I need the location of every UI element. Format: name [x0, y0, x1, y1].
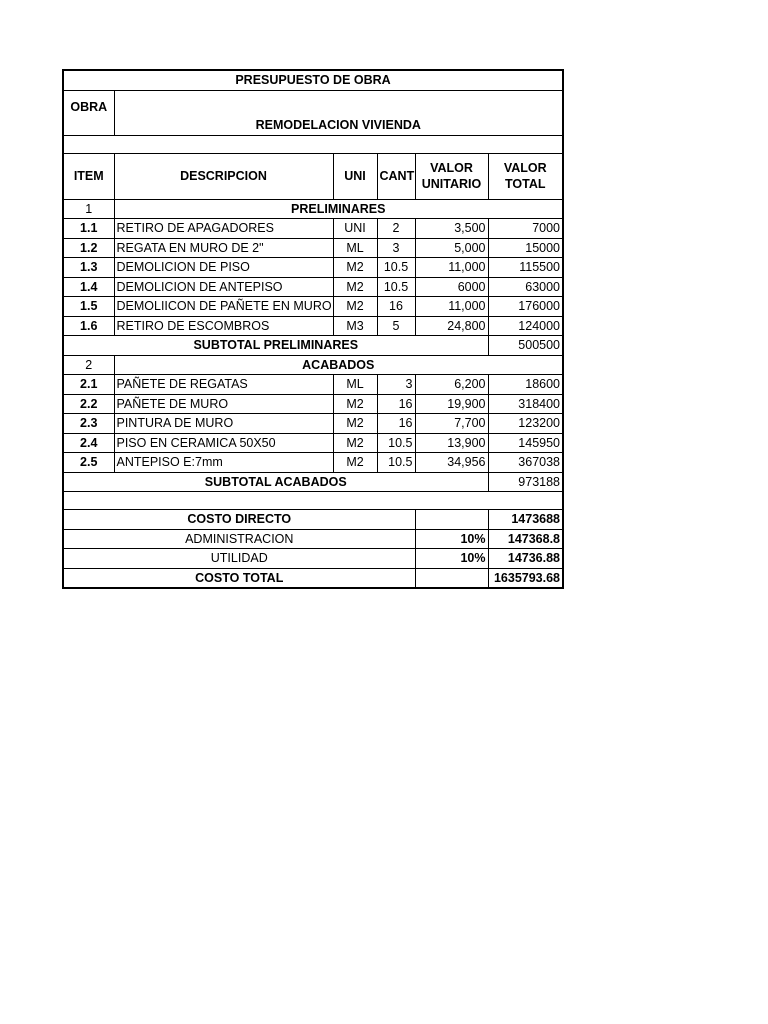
summary-pct: 10%	[415, 529, 488, 549]
row-quantity: 3	[377, 238, 415, 258]
header-valor-total: VALOR TOTAL	[488, 153, 563, 199]
row-item: 1.3	[63, 258, 114, 278]
row-quantity: 3	[377, 375, 415, 395]
row-unit: M2	[333, 277, 377, 297]
row-description: RETIRO DE ESCOMBROS	[114, 316, 333, 336]
subtotal-row	[63, 472, 563, 492]
row-item: 1.2	[63, 238, 114, 258]
row-unit: M2	[333, 297, 377, 317]
row-unit: UNI	[333, 219, 377, 239]
row-item: 1.5	[63, 297, 114, 317]
row-unit-value: 13,900	[415, 433, 488, 453]
row-item: 1.4	[63, 277, 114, 297]
subtotal-value: 500500	[488, 336, 563, 356]
row-quantity: 10.5	[377, 277, 415, 297]
row-unit-value: 7,700	[415, 414, 488, 434]
row-item: 2.5	[63, 453, 114, 473]
row-item: 2.1	[63, 375, 114, 395]
row-unit: ML	[333, 375, 377, 395]
header-valor-unitario: VALOR UNITARIO	[415, 153, 488, 199]
row-unit-value: 11,000	[415, 258, 488, 278]
row-description: ANTEPISO E:7mm	[114, 453, 333, 473]
row-unit: M2	[333, 394, 377, 414]
obra-label: OBRA	[63, 90, 114, 135]
header-item: ITEM	[63, 153, 114, 199]
row-total-value: 18600	[488, 375, 563, 395]
row-total-value: 124000	[488, 316, 563, 336]
row-unit-value: 6,200	[415, 375, 488, 395]
table-title: PRESUPUESTO DE OBRA	[63, 70, 563, 90]
row-description: PAÑETE DE REGATAS	[114, 375, 333, 395]
row-description: RETIRO DE APAGADORES	[114, 219, 333, 239]
subtotal-value: 973188	[488, 472, 563, 492]
summary-row-administracion	[63, 529, 563, 549]
table-row	[63, 433, 563, 453]
summary-label: ADMINISTRACION	[63, 529, 415, 549]
row-item: 2.2	[63, 394, 114, 414]
row-quantity: 10.5	[377, 453, 415, 473]
row-unit-value: 24,800	[415, 316, 488, 336]
row-description: REGATA EN MURO DE 2"	[114, 238, 333, 258]
spacer-row	[63, 135, 563, 153]
summary-pct	[415, 510, 488, 530]
summary-value: 147368.8	[488, 529, 563, 549]
summary-value: 1635793.68	[488, 568, 563, 588]
summary-label: UTILIDAD	[63, 549, 415, 569]
section-name: ACABADOS	[114, 355, 563, 375]
title-row	[63, 70, 563, 90]
summary-pct	[415, 568, 488, 588]
row-description: PAÑETE DE MURO	[114, 394, 333, 414]
summary-row-costo-directo	[63, 510, 563, 530]
row-description: PISO EN CERAMICA 50X50	[114, 433, 333, 453]
summary-row-utilidad	[63, 549, 563, 569]
table-row	[63, 316, 563, 336]
row-total-value: 367038	[488, 453, 563, 473]
row-description: DEMOLICION DE PISO	[114, 258, 333, 278]
row-unit-value: 6000	[415, 277, 488, 297]
row-total-value: 15000	[488, 238, 563, 258]
table-row	[63, 219, 563, 239]
row-item: 1.6	[63, 316, 114, 336]
row-item: 2.3	[63, 414, 114, 434]
table-row	[63, 414, 563, 434]
section-header-row	[63, 355, 563, 375]
row-quantity: 16	[377, 414, 415, 434]
row-quantity: 2	[377, 219, 415, 239]
summary-row-costo-total	[63, 568, 563, 588]
row-total-value: 123200	[488, 414, 563, 434]
row-quantity: 16	[377, 297, 415, 317]
row-unit: M2	[333, 453, 377, 473]
row-total-value: 318400	[488, 394, 563, 414]
row-unit: M2	[333, 414, 377, 434]
section-header-row	[63, 199, 563, 219]
budget-table	[62, 69, 564, 589]
obra-row	[63, 90, 563, 135]
row-unit: M2	[333, 258, 377, 278]
summary-label: COSTO TOTAL	[63, 568, 415, 588]
subtotal-label: SUBTOTAL PRELIMINARES	[63, 336, 488, 356]
spacer-row	[63, 492, 563, 510]
table-row	[63, 297, 563, 317]
row-description: DEMOLIICON DE PAÑETE EN MURO	[114, 297, 333, 317]
row-description: PINTURA DE MURO	[114, 414, 333, 434]
table-row	[63, 453, 563, 473]
row-unit-value: 3,500	[415, 219, 488, 239]
subtotal-label: SUBTOTAL ACABADOS	[63, 472, 488, 492]
section-name: PRELIMINARES	[114, 199, 563, 219]
table-row	[63, 375, 563, 395]
summary-value: 14736.88	[488, 549, 563, 569]
header-descripcion: DESCRIPCION	[114, 153, 333, 199]
header-row	[63, 153, 563, 199]
table-row	[63, 394, 563, 414]
header-uni: UNI	[333, 153, 377, 199]
row-quantity: 10.5	[377, 258, 415, 278]
row-unit: ML	[333, 238, 377, 258]
row-total-value: 145950	[488, 433, 563, 453]
header-cant: CANT	[377, 153, 415, 199]
row-unit-value: 19,900	[415, 394, 488, 414]
row-unit-value: 34,956	[415, 453, 488, 473]
section-item: 1	[63, 199, 114, 219]
table-row	[63, 238, 563, 258]
row-unit-value: 5,000	[415, 238, 488, 258]
row-unit: M2	[333, 433, 377, 453]
summary-label: COSTO DIRECTO	[63, 510, 415, 530]
table-row	[63, 277, 563, 297]
row-quantity: 5	[377, 316, 415, 336]
row-quantity: 16	[377, 394, 415, 414]
table-row	[63, 258, 563, 278]
section-item: 2	[63, 355, 114, 375]
row-item: 1.1	[63, 219, 114, 239]
row-total-value: 7000	[488, 219, 563, 239]
summary-pct: 10%	[415, 549, 488, 569]
row-unit: M3	[333, 316, 377, 336]
row-quantity: 10.5	[377, 433, 415, 453]
row-total-value: 63000	[488, 277, 563, 297]
row-total-value: 176000	[488, 297, 563, 317]
row-unit-value: 11,000	[415, 297, 488, 317]
obra-value: REMODELACION VIVIENDA	[114, 90, 563, 135]
row-total-value: 115500	[488, 258, 563, 278]
subtotal-row	[63, 336, 563, 356]
summary-value: 1473688	[488, 510, 563, 530]
row-description: DEMOLICION DE ANTEPISO	[114, 277, 333, 297]
row-item: 2.4	[63, 433, 114, 453]
